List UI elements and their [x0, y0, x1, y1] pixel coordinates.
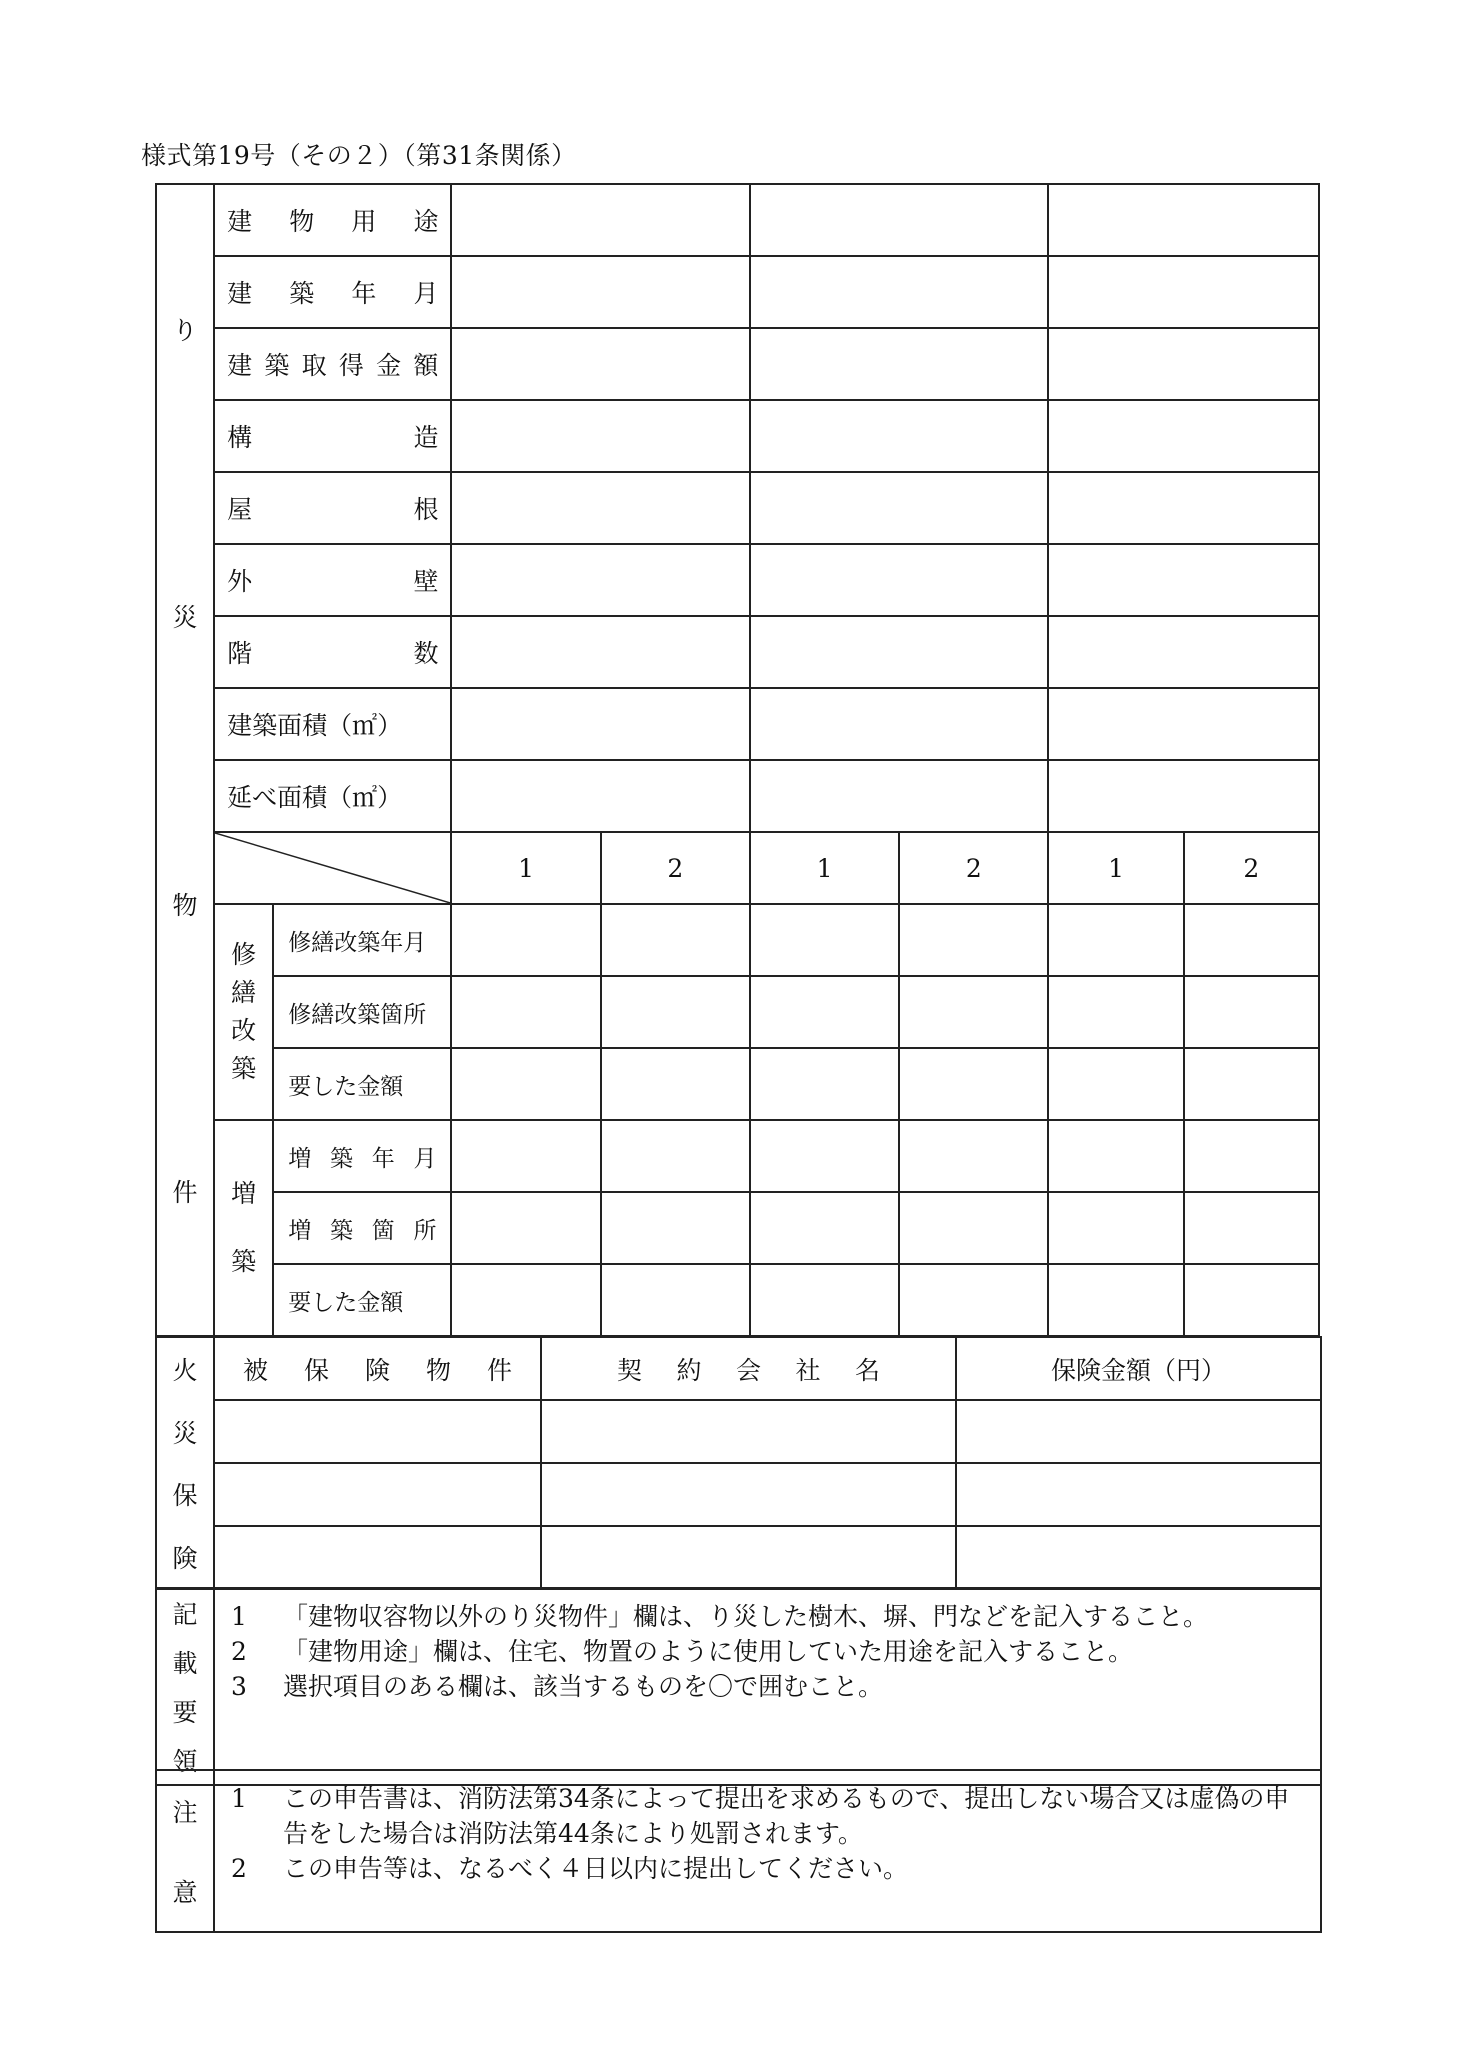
input-cell[interactable] — [541, 1463, 956, 1526]
input-cell[interactable] — [1184, 1192, 1319, 1264]
input-cell[interactable] — [750, 688, 1049, 760]
column-number: 2 — [601, 832, 750, 904]
input-cell[interactable] — [750, 976, 899, 1048]
input-cell[interactable] — [451, 472, 750, 544]
notice-item: 1 この申告書は、消防法第34条によって提出を求めるもので、提出しない場合又は虚偽の申告をした場合は消防法第44条により処罰されます。 — [231, 1784, 1290, 1848]
form-title: 様式第19号（その２）（第31条関係） — [141, 141, 577, 170]
input-cell[interactable] — [451, 1048, 600, 1120]
input-cell[interactable] — [601, 1120, 750, 1192]
input-cell[interactable] — [214, 1526, 541, 1589]
row-label-construction-date: 建 築 年 月 — [214, 256, 451, 328]
column-number: 2 — [899, 832, 1048, 904]
header-insured-amount: 保険金額（円） — [956, 1337, 1321, 1400]
input-cell[interactable] — [1048, 904, 1183, 976]
row-label-building-area: 建築面積（㎡） — [214, 688, 451, 760]
input-cell[interactable] — [1048, 688, 1319, 760]
header-insurer-name: 契 約 会 社 名 — [541, 1337, 956, 1400]
side-label-instructions: 記 載 要 領 — [156, 1588, 214, 1785]
input-cell[interactable] — [1048, 184, 1319, 256]
row-label-acquisition-cost: 建 築 取 得 金 額 — [214, 328, 451, 400]
input-cell[interactable] — [601, 1264, 750, 1336]
instructions-table — [155, 1587, 1322, 1786]
diagonal-line — [215, 833, 450, 903]
notice-table — [155, 1769, 1322, 1933]
input-cell[interactable] — [750, 472, 1049, 544]
notice-text — [214, 1770, 1321, 1932]
input-cell[interactable] — [1048, 544, 1319, 616]
input-cell[interactable] — [750, 184, 1049, 256]
input-cell[interactable] — [750, 1264, 899, 1336]
input-cell[interactable] — [956, 1463, 1321, 1526]
row-label-building-use: 建 物 用 途 — [214, 184, 451, 256]
input-cell[interactable] — [899, 976, 1048, 1048]
input-cell[interactable] — [956, 1526, 1321, 1589]
input-cell[interactable] — [750, 544, 1049, 616]
input-cell[interactable] — [750, 328, 1049, 400]
instructions-text — [214, 1588, 1321, 1785]
input-cell[interactable] — [956, 1400, 1321, 1463]
input-cell[interactable] — [601, 1192, 750, 1264]
input-cell[interactable] — [451, 1264, 600, 1336]
input-cell[interactable] — [451, 184, 750, 256]
instruction-item: 1 「建物収容物以外のり災物件」欄は、り災した樹木、塀、門などを記入すること。 — [231, 1602, 1209, 1631]
input-cell[interactable] — [541, 1400, 956, 1463]
input-cell[interactable] — [451, 760, 750, 832]
input-cell[interactable] — [1048, 328, 1319, 400]
input-cell[interactable] — [1184, 904, 1319, 976]
input-cell[interactable] — [750, 256, 1049, 328]
input-cell[interactable] — [1048, 760, 1319, 832]
row-label-repair-date: 修繕改築年月 — [273, 904, 451, 976]
input-cell[interactable] — [1184, 1120, 1319, 1192]
row-label-exterior-wall: 外 壁 — [214, 544, 451, 616]
input-cell[interactable] — [451, 544, 750, 616]
input-cell[interactable] — [541, 1526, 956, 1589]
row-label-repair-cost: 要した金額 — [273, 1048, 451, 1120]
input-cell[interactable] — [899, 1120, 1048, 1192]
input-cell[interactable] — [601, 976, 750, 1048]
input-cell[interactable] — [1184, 1264, 1319, 1336]
input-cell[interactable] — [1184, 1048, 1319, 1120]
input-cell[interactable] — [750, 904, 899, 976]
column-number: 1 — [750, 832, 899, 904]
row-label-extension-location: 増 築 箇 所 — [273, 1192, 451, 1264]
instruction-item: 3 選択項目のある欄は、該当するものを〇で囲むこと。 — [231, 1672, 884, 1701]
input-cell[interactable] — [899, 904, 1048, 976]
input-cell[interactable] — [750, 1120, 899, 1192]
input-cell[interactable] — [1048, 1120, 1183, 1192]
input-cell[interactable] — [1048, 1048, 1183, 1120]
row-label-total-floor-area: 延べ面積（㎡） — [214, 760, 451, 832]
input-cell[interactable] — [750, 760, 1049, 832]
input-cell[interactable] — [899, 1192, 1048, 1264]
input-cell[interactable] — [750, 400, 1049, 472]
input-cell[interactable] — [750, 1192, 899, 1264]
side-label-fire-insurance: 火 災 保 険 — [156, 1337, 214, 1589]
input-cell[interactable] — [750, 1048, 899, 1120]
input-cell[interactable] — [1048, 400, 1319, 472]
input-cell[interactable] — [1048, 1264, 1183, 1336]
input-cell[interactable] — [214, 1463, 541, 1526]
diagonal-header-cell — [214, 832, 451, 904]
notice-item: 2 この申告等は、なるべく４日以内に提出してください。 — [231, 1854, 909, 1883]
input-cell[interactable] — [451, 976, 600, 1048]
column-number: 1 — [1048, 832, 1183, 904]
column-number: 2 — [1184, 832, 1319, 904]
input-cell[interactable] — [1048, 256, 1319, 328]
instruction-item: 2 「建物用途」欄は、住宅、物置のように使用していた用途を記入すること。 — [231, 1637, 1134, 1666]
side-label-burned-property: り 災 物 件 — [156, 184, 214, 1336]
input-cell[interactable] — [1048, 616, 1319, 688]
subcategory-extension: 増 築 — [214, 1120, 273, 1336]
input-cell[interactable] — [451, 1192, 600, 1264]
input-cell[interactable] — [451, 256, 750, 328]
input-cell[interactable] — [750, 616, 1049, 688]
row-label-extension-date: 増 築 年 月 — [273, 1120, 451, 1192]
row-label-extension-cost: 要した金額 — [273, 1264, 451, 1336]
subcategory-repair: 修 繕 改 築 — [214, 904, 273, 1120]
input-cell[interactable] — [451, 328, 750, 400]
input-cell[interactable] — [214, 1400, 541, 1463]
input-cell[interactable] — [451, 904, 600, 976]
input-cell[interactable] — [1184, 976, 1319, 1048]
input-cell[interactable] — [1048, 1192, 1183, 1264]
row-label-structure: 構 造 — [214, 400, 451, 472]
input-cell[interactable] — [899, 1048, 1048, 1120]
input-cell[interactable] — [1048, 976, 1183, 1048]
row-label-repair-location: 修繕改築箇所 — [273, 976, 451, 1048]
input-cell[interactable] — [451, 400, 750, 472]
insurance-table — [155, 1336, 1322, 1590]
building-table — [155, 183, 1320, 1337]
input-cell[interactable] — [601, 1048, 750, 1120]
row-label-floors: 階 数 — [214, 616, 451, 688]
input-cell[interactable] — [451, 1120, 600, 1192]
input-cell[interactable] — [451, 616, 750, 688]
header-insured-property: 被 保 険 物 件 — [214, 1337, 541, 1400]
row-label-roof: 屋 根 — [214, 472, 451, 544]
column-number: 1 — [451, 832, 600, 904]
input-cell[interactable] — [1048, 472, 1319, 544]
side-label-notice: 注 意 — [156, 1770, 214, 1932]
input-cell[interactable] — [601, 904, 750, 976]
input-cell[interactable] — [451, 688, 750, 760]
input-cell[interactable] — [899, 1264, 1048, 1336]
